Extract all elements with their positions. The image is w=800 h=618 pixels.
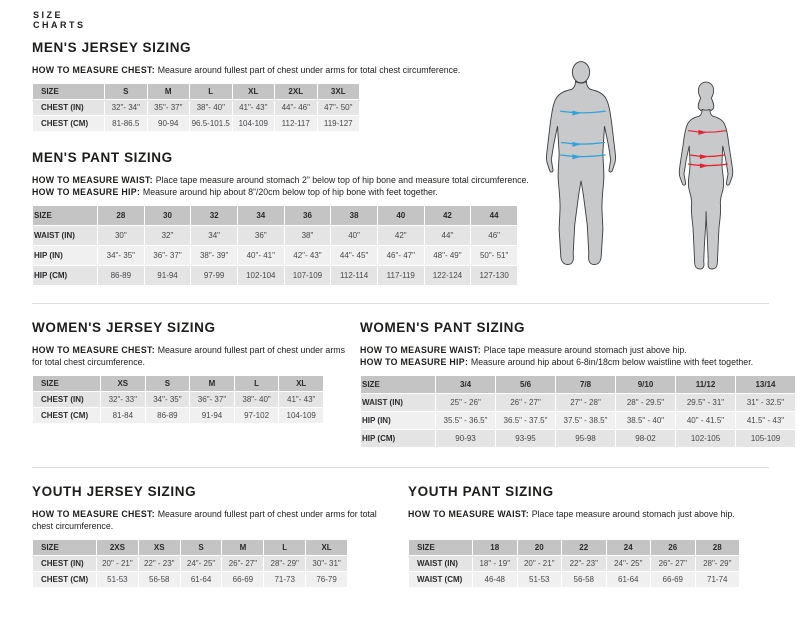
measurement-value: 90-93: [436, 430, 495, 447]
table-row: [33, 226, 517, 245]
measurement-value: 18" - 19": [473, 556, 517, 571]
measurement-value: 117-119: [378, 266, 424, 285]
mens-pant-instructions: [32, 174, 538, 198]
youth-pant-column: [408, 484, 740, 588]
measurement-value: 38"- 40": [235, 392, 279, 407]
size-column-header: M: [148, 84, 190, 99]
size-column-header: XL: [306, 540, 347, 555]
womens-pant-column: [360, 320, 796, 448]
measurement-value: 97-99: [191, 266, 237, 285]
youth-section: [32, 484, 740, 588]
measurement-value: 95-98: [556, 430, 615, 447]
measurement-value: 22" - 23": [139, 556, 180, 571]
row-label: CHEST (CM): [33, 572, 96, 587]
table-row: [33, 392, 323, 407]
size-column-header: 13/14: [736, 376, 795, 393]
size-column-header: 40: [378, 206, 424, 225]
youth-jersey-column: [32, 484, 408, 588]
measurement-value: 105-109: [736, 430, 795, 447]
row-label: CHEST (IN): [33, 392, 100, 407]
measurement-value: 56-58: [562, 572, 606, 587]
measurement-value: 29.5" - 31": [676, 394, 735, 411]
size-label-header: SIZE: [33, 376, 100, 391]
measurement-value: 98-02: [616, 430, 675, 447]
measurement-figures: [538, 36, 796, 296]
measurement-value: 32": [145, 226, 191, 245]
measurement-value: 97-102: [235, 408, 279, 423]
row-label: CHEST (CM): [33, 408, 100, 423]
measurement-value: 20" - 21": [97, 556, 138, 571]
womens-section: [32, 320, 796, 448]
measurement-value: 20" - 21": [518, 556, 562, 571]
measurement-value: 34": [191, 226, 237, 245]
measurement-value: 34"- 35": [146, 392, 190, 407]
mens-jersey-heading: MEN'S JERSEY SIZING: [32, 40, 192, 55]
womens-pant-heading: WOMEN'S PANT SIZING: [360, 320, 526, 335]
measurement-value: 36": [238, 226, 284, 245]
measurement-value: 35"- 37": [148, 100, 190, 115]
row-label: WAIST (IN): [361, 394, 435, 411]
measurement-value: 56-58: [139, 572, 180, 587]
youth-jersey-instructions: [32, 508, 408, 532]
measurement-value: 30"- 31": [306, 556, 347, 571]
table-row: [361, 430, 795, 447]
measurement-value: 81-84: [101, 408, 145, 423]
size-column-header: 2XL: [275, 84, 317, 99]
size-column-header: XL: [279, 376, 323, 391]
table-row: [33, 408, 323, 423]
size-column-header: 28: [98, 206, 144, 225]
measurement-value: 122-124: [425, 266, 471, 285]
size-column-header: 2XS: [97, 540, 138, 555]
measurement-value: 41"- 43": [233, 100, 275, 115]
measurement-value: 28" - 29.5": [616, 394, 675, 411]
measurement-value: 24"- 25": [181, 556, 222, 571]
womens-jersey-heading: WOMEN'S JERSEY SIZING: [32, 320, 216, 335]
table-header-row: [33, 84, 359, 99]
size-column-header: XL: [233, 84, 275, 99]
measurement-value: 38"- 40": [190, 100, 232, 115]
measurement-value: 61-64: [607, 572, 651, 587]
mens-pant-table: [32, 205, 518, 286]
table-row: [409, 556, 739, 571]
measurement-value: 71-73: [264, 572, 305, 587]
measurement-value: 41"- 43": [279, 392, 323, 407]
size-column-header: 38: [331, 206, 377, 225]
female-body: [679, 82, 732, 269]
size-column-header: S: [181, 540, 222, 555]
size-column-header: XS: [139, 540, 180, 555]
table-row: [361, 394, 795, 411]
measure-instruction: HOW TO MEASURE HIP: Measure around hip about 6-8in/18cm below waistline with feet together.: [360, 357, 754, 367]
measurement-value: 46"- 47": [378, 246, 424, 265]
female-silhouette-figure: [668, 52, 744, 296]
measurement-value: 66-69: [222, 572, 263, 587]
measurement-value: 35.5" - 36.5": [436, 412, 495, 429]
section-divider: [32, 303, 769, 304]
measure-instruction: HOW TO MEASURE CHEST: Measure around fullest part of chest under arms for total chest circumference.: [32, 345, 345, 367]
page-title-line1: SIZE: [33, 10, 64, 20]
measurement-value: 41.5" - 43": [736, 412, 795, 429]
size-column-header: S: [146, 376, 190, 391]
size-column-header: 5/6: [496, 376, 555, 393]
size-column-header: 9/10: [616, 376, 675, 393]
measure-instruction: HOW TO MEASURE CHEST: Measure around fullest part of chest under arms for total chest circumference.: [32, 509, 377, 531]
measurement-value: 26" - 27": [496, 394, 555, 411]
measurement-value: 26"- 27": [222, 556, 263, 571]
size-column-header: 7/8: [556, 376, 615, 393]
table-row: [33, 572, 347, 587]
table-header-row: [409, 540, 739, 555]
measure-instruction: HOW TO MEASURE WAIST: Place tape measure around stomach just above hip.: [360, 345, 687, 355]
table-row: [33, 116, 359, 131]
measurement-value: 71-74: [696, 572, 740, 587]
size-column-header: XS: [101, 376, 145, 391]
measurement-value: 104-109: [279, 408, 323, 423]
size-column-header: 42: [425, 206, 471, 225]
table-row: [33, 266, 517, 285]
measurement-value: 46-48: [473, 572, 517, 587]
mens-jersey-instructions: [32, 64, 538, 76]
mens-jersey-table: [32, 83, 360, 132]
measurement-value: 66-69: [651, 572, 695, 587]
size-column-header: 36: [285, 206, 331, 225]
measurement-value: 36"- 37": [145, 246, 191, 265]
size-label-header: SIZE: [33, 84, 104, 99]
table-header-row: [33, 206, 517, 225]
measurement-value: 44": [425, 226, 471, 245]
row-label: HIP (CM): [33, 266, 97, 285]
table-row: [33, 556, 347, 571]
measurement-value: 32"- 34": [105, 100, 147, 115]
measurement-value: 36.5" - 37.5": [496, 412, 555, 429]
measurement-value: 91-94: [145, 266, 191, 285]
size-column-header: L: [264, 540, 305, 555]
row-label: HIP (IN): [33, 246, 97, 265]
row-label: WAIST (IN): [33, 226, 97, 245]
measurement-value: 81-86.5: [105, 116, 147, 131]
youth-jersey-heading: YOUTH JERSEY SIZING: [32, 484, 197, 499]
size-column-header: L: [190, 84, 232, 99]
measurement-value: 102-104: [238, 266, 284, 285]
table-header-row: [33, 540, 347, 555]
table-header-row: [361, 376, 795, 393]
measurement-value: 96.5-101.5: [190, 116, 232, 131]
measurement-value: 90-94: [148, 116, 190, 131]
womens-jersey-instructions: [32, 344, 360, 368]
size-column-header: S: [105, 84, 147, 99]
measurement-value: 40": [331, 226, 377, 245]
size-label-header: SIZE: [33, 540, 96, 555]
measure-instruction: HOW TO MEASURE CHEST: Measure around fullest part of chest under arms for total chest circumference.: [32, 65, 461, 75]
page-title: [33, 10, 86, 30]
measure-instruction: HOW TO MEASURE WAIST: Place tape measure around stomach just above hip.: [408, 509, 735, 519]
womens-pant-instructions: [360, 344, 796, 368]
womens-jersey-column: [32, 320, 360, 424]
size-column-header: M: [190, 376, 234, 391]
measurement-value: 31" - 32.5": [736, 394, 795, 411]
section-divider: [32, 467, 769, 468]
table-row: [409, 572, 739, 587]
size-column-header: 24: [607, 540, 651, 555]
measurement-value: 40" - 41.5": [676, 412, 735, 429]
male-body: [546, 62, 615, 265]
measurement-value: 127-130: [471, 266, 517, 285]
table-row: [33, 100, 359, 115]
measurement-value: 91-94: [190, 408, 234, 423]
size-column-header: 20: [518, 540, 562, 555]
size-column-header: 18: [473, 540, 517, 555]
measurement-value: 42": [378, 226, 424, 245]
measurement-value: 25" - 26": [436, 394, 495, 411]
measurement-value: 22"- 23": [562, 556, 606, 571]
size-label-header: SIZE: [361, 376, 435, 393]
measure-instruction: HOW TO MEASURE HIP: Measure around hip about 8”/20cm below top of hip bone with feet together.: [32, 187, 438, 197]
row-label: CHEST (IN): [33, 100, 104, 115]
mens-pant-heading: MEN'S PANT SIZING: [32, 150, 173, 165]
size-column-header: M: [222, 540, 263, 555]
measurement-value: 86-89: [146, 408, 190, 423]
page-title-line2: CHARTS: [33, 20, 86, 30]
measurement-value: 38": [285, 226, 331, 245]
womens-pant-table: [360, 375, 796, 448]
size-column-header: 22: [562, 540, 606, 555]
size-label-header: SIZE: [33, 206, 97, 225]
measurement-value: 47"- 50": [318, 100, 360, 115]
measurement-value: 44"- 46": [275, 100, 317, 115]
measure-instruction: HOW TO MEASURE WAIST: Place tape measure around stomach 2” below top of hip bone and measure total circumference.: [32, 175, 529, 185]
measurement-value: 50"- 51": [471, 246, 517, 265]
youth-pant-table: [408, 539, 740, 588]
measurement-value: 34"- 35": [98, 246, 144, 265]
measurement-value: 42"- 43": [285, 246, 331, 265]
measurement-value: 51-53: [518, 572, 562, 587]
measurement-value: 51-53: [97, 572, 138, 587]
table-header-row: [33, 376, 323, 391]
size-column-header: L: [235, 376, 279, 391]
measurement-value: 44"- 45": [331, 246, 377, 265]
size-column-header: 28: [696, 540, 740, 555]
youth-pant-heading: YOUTH PANT SIZING: [408, 484, 554, 499]
row-label: HIP (IN): [361, 412, 435, 429]
size-column-header: 3XL: [318, 84, 360, 99]
size-column-header: 32: [191, 206, 237, 225]
row-label: WAIST (IN): [409, 556, 472, 571]
row-label: CHEST (CM): [33, 116, 104, 131]
measurement-value: 112-114: [331, 266, 377, 285]
row-label: WAIST (CM): [409, 572, 472, 587]
measurement-value: 37.5" - 38.5": [556, 412, 615, 429]
youth-jersey-table: [32, 539, 348, 588]
size-column-header: 30: [145, 206, 191, 225]
measurement-value: 102-105: [676, 430, 735, 447]
measurement-value: 119-127: [318, 116, 360, 131]
measurement-value: 24"- 25": [607, 556, 651, 571]
mens-section: [32, 40, 538, 286]
size-column-header: 44: [471, 206, 517, 225]
measurement-value: 93-95: [496, 430, 555, 447]
measurement-value: 48"- 49": [425, 246, 471, 265]
measurement-value: 40"- 41": [238, 246, 284, 265]
measurement-value: 76-79: [306, 572, 347, 587]
womens-jersey-table: [32, 375, 324, 424]
row-label: CHEST (IN): [33, 556, 96, 571]
measurement-value: 28"- 29": [696, 556, 740, 571]
measurement-value: 28"- 29": [264, 556, 305, 571]
measurement-value: 46": [471, 226, 517, 245]
measurement-value: 38"- 39": [191, 246, 237, 265]
measurement-value: 61-64: [181, 572, 222, 587]
size-column-header: 26: [651, 540, 695, 555]
measurement-value: 86-89: [98, 266, 144, 285]
table-row: [361, 412, 795, 429]
row-label: HIP (CM): [361, 430, 435, 447]
size-column-header: 3/4: [436, 376, 495, 393]
measurement-value: 104-109: [233, 116, 275, 131]
male-silhouette-figure: [538, 38, 624, 294]
measurement-value: 107-109: [285, 266, 331, 285]
measurement-value: 112-117: [275, 116, 317, 131]
measurement-value: 30": [98, 226, 144, 245]
size-column-header: 11/12: [676, 376, 735, 393]
measurement-value: 32"- 33": [101, 392, 145, 407]
measurement-value: 26"- 27": [651, 556, 695, 571]
size-column-header: 34: [238, 206, 284, 225]
size-label-header: SIZE: [409, 540, 472, 555]
measurement-value: 38.5" - 40": [616, 412, 675, 429]
measurement-value: 36"- 37": [190, 392, 234, 407]
table-row: [33, 246, 517, 265]
youth-pant-instructions: [408, 508, 740, 532]
measurement-value: 27" - 28": [556, 394, 615, 411]
